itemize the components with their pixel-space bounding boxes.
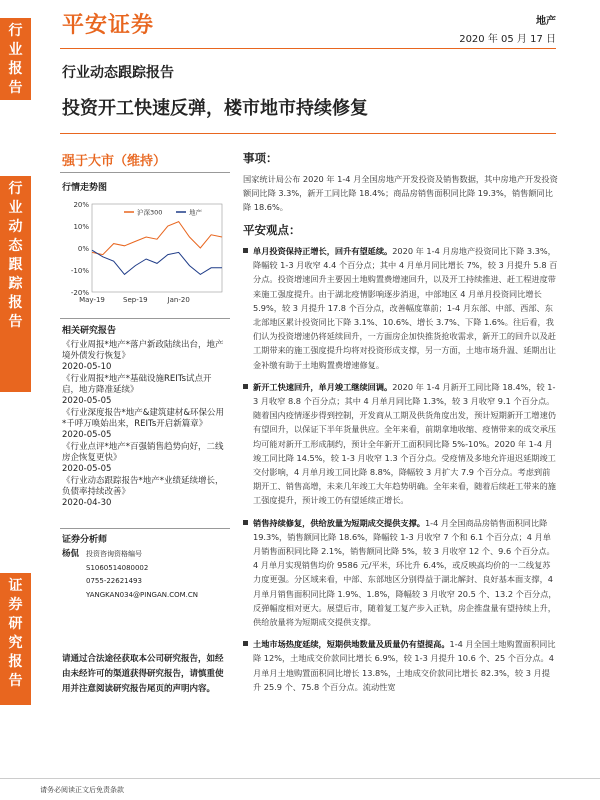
viewpoint-bullet-lead: 土地市场热度延续，短期供地数量及质量仍有望提高。 (253, 639, 450, 650)
related-report-date: 2020-05-10 (62, 362, 112, 372)
series-line-1 (92, 250, 222, 274)
y-tick-label: 0% (77, 245, 89, 253)
side-tab-char: 行 (8, 23, 23, 39)
side-tab-char: 究 (8, 635, 23, 651)
header-divider (60, 48, 556, 49)
related-report-item[interactable] (62, 476, 224, 509)
analyst-info (62, 548, 230, 602)
analyst-role: 投资咨询资格编号 (86, 550, 142, 558)
viewpoint-bullet-text: 2020 年 1-4 月新开工同比降 18.4%，较 1-3 月收窄 8.8 个百分点；其中 4 月单月同比降 1.3%，较 3 月收窄 9.1 个百分点。随着国内疫情逐步得到控制，开发商从工期及供货角度出发，预计短期新开工增速仍有望回升，以保证下半年货量供应。全年来看，前期拿地收缩、疫情带来的成交承压均可能对新开工形成制约，预计全年新开工面积同比降 5%-10%。2020 年 1-4 月竣工同比降 14.5%，较 1-3 月收窄 1.3 个百分点。受疫情及多地允许退迟延期竣工交付影响，4 月单月竣工同比降 8.8%，降幅较 3 月扩大 7.9 个百分点。考虑到前期开工、销售高增，未来几年竣工大年趋势明确。全年来看，随着后续赶工带来的施工强度提升，预计竣工仍有望延续正增长。 (253, 381, 556, 506)
related-report-date: 2020-05-05 (62, 464, 112, 474)
report-subtitle: 行业动态跟踪报告 (62, 65, 174, 81)
side-tab-char: 业 (8, 200, 23, 216)
related-report-title: 《行业深度报告*地产&建筑建材&环保公用*千呼万唤始出来，REITs开启新篇章》 (62, 408, 225, 429)
side-tab-char: 告 (8, 673, 23, 689)
x-tick-label: May-19 (79, 296, 105, 304)
related-divider (60, 528, 230, 529)
analyst-section-label: 证券分析师 (62, 535, 108, 545)
report-title: 投资开工快速反弹，楼市地市持续修复 (62, 98, 368, 119)
viewpoint-bullet (243, 516, 558, 630)
market-trend-chart (62, 196, 230, 308)
side-tab-char: 告 (8, 80, 23, 96)
y-tick-label: 10% (73, 223, 89, 231)
rating-label: 强于大市（维持） (62, 154, 167, 169)
legend-label: 地产 (189, 208, 202, 217)
side-tab-char: 动 (8, 219, 23, 235)
footer-text: 请务必阅读正文后免责条款 (40, 786, 124, 794)
viewpoint-bullet-text: 2020 年 1-4 月房地产投资同比下降 3.3%，降幅较 1-3 月收窄 4.4 个百分点；其中 4 月单月同比增长 7%，较 3 月提升 5.8 百分点。投资增速回升主要因土地购置费增速回升，以及开工持续推进、赶工程进度带来施工强度提升。由于湖北疫情影响逐步消退，中部地区 4 月单月投资同比增长 5.9%，较 3 月提升 17.8 个百分点，改善幅度靠前；1-4 月东部、中部、西部、东北部地区累计投资同比下降 3.1%、10.6%、增长 3.7%、下降 1.6%。往后看，我们认为投资增速仍将延续回升，一方面房企加快推货抢收需求，新开工的回升以及赶工期带来的施工强度提升均将对投资形成支撑，另一方面，土地市场升温、延期出让金补缴有助于土地购置费增速修复。 (253, 246, 558, 370)
related-report-item[interactable] (62, 340, 224, 373)
chart-label: 行情走势图 (62, 183, 108, 193)
side-tab-char: 业 (8, 42, 23, 58)
side-tab-char: 踪 (8, 276, 23, 292)
related-reports-list (62, 340, 224, 510)
viewpoint-bullet-lead: 单月投资保持正增长，回升有望延续。 (253, 246, 393, 256)
side-tab-securities-research (0, 573, 31, 705)
side-tab-char: 证 (8, 578, 23, 594)
related-report-item[interactable] (62, 442, 224, 475)
side-tab-report-category (0, 176, 31, 392)
rating-divider (60, 172, 230, 173)
x-tick-label: Sep-19 (123, 296, 148, 304)
chart-divider (60, 318, 230, 319)
side-tab-char: 行 (8, 181, 23, 197)
disclaimer-text: 请通过合法途径获取本公司研究报告，如经由未经许可的渠道获得研究报告，请慎重使用并注意阅读研究报告尾页的声明内容。 (62, 654, 224, 694)
related-report-item[interactable] (62, 374, 224, 407)
viewpoint-heading: 平安观点： (243, 223, 301, 237)
title-divider (60, 133, 556, 134)
analyst-email[interactable]: YANGKAN034@PINGAN.COM.CN (86, 590, 199, 599)
side-tab-report-type (0, 18, 31, 100)
side-tab-char: 跟 (8, 257, 23, 273)
related-report-title: 《行业周报*地产*基础设施REITs试点开启，地方降准延续》 (62, 374, 212, 395)
related-reports-label: 相关研究报告 (62, 326, 117, 336)
brand-logo: 平安证券 (62, 13, 155, 38)
summary-paragraph: 国家统计局公布 2020 年 1-4 月全国房地产开发投资及销售数据，其中房地产开发投资额同比降 3.3%，新开工同比降 18.4%；商品房销售面积同比降 19.3%，销售额同比降 18.6%。 (243, 174, 558, 212)
side-tab-char: 告 (8, 314, 23, 330)
analyst-phone: 0755-22621493 (86, 577, 142, 585)
viewpoint-bullet-lead: 新开工快速回升，单月竣工继续回调。 (253, 381, 393, 392)
y-tick-label: -10% (70, 267, 89, 275)
side-tab-char: 报 (8, 654, 23, 670)
x-tick-label: Jan-20 (167, 296, 190, 304)
chart-frame (92, 204, 222, 292)
industry-label: 地产 (536, 16, 556, 27)
page-footer (0, 778, 600, 800)
viewpoint-list (243, 244, 558, 694)
related-report-title: 《行业周报*地产*落户新政陆续出台，地产境外债发行恢复》 (62, 340, 224, 361)
viewpoint-bullet-text: 1-4 月全国商品房销售面积同比降 19.3%，销售额同比降 18.6%，降幅较 1-3 月收窄 7 个和 6.1 个百分点；4 月单月销售面积同比降 2.1%，销售额同比降 5%，较 3 月收窄 12 个、9.6 个百分点。4 月单月实现销售均价 9586 元/平米，环比升 6.4%，或反映高均价的一二线复苏力度更强。分区域来看，中部、东部地区分别得益于湖北解封、良好基本面支撑，4 月单月销售面积同比降 1.9%、1.8%，降幅较 3 月收窄 20.5 个、13.2 个百分点，反弹幅度相对更大。展望后市，随着复工复产步入正轨，房企推盘量有望持续上升，供给放量将为短期成交提供支撑。 (253, 517, 557, 628)
related-report-date: 2020-05-05 (62, 396, 112, 406)
analyst-name: 杨侃 (62, 549, 80, 559)
viewpoint-bullet (243, 637, 558, 694)
side-tab-char: 态 (8, 238, 23, 254)
y-tick-label: 20% (73, 201, 89, 209)
related-report-item[interactable] (62, 408, 224, 441)
side-tab-char: 券 (8, 597, 23, 613)
related-report-date: 2020-04-30 (62, 498, 112, 508)
summary-heading: 事项： (243, 151, 278, 165)
main-content (243, 150, 558, 702)
side-tab-char: 报 (8, 61, 23, 77)
viewpoint-bullet (243, 380, 558, 508)
related-report-title: 《行业动态跟踪报告*地产*业绩延续增长，负债率持续改善》 (62, 476, 224, 497)
viewpoint-bullet-lead: 销售持续修复，供给放量为短期成交提供支撑。 (253, 517, 425, 528)
report-date: 2020 年 05 月 17 日 (459, 34, 556, 45)
y-tick-label: -20% (70, 289, 89, 297)
legend-label: 沪深300 (137, 208, 163, 217)
side-tab-char: 研 (8, 616, 23, 632)
side-tab-char: 报 (8, 295, 23, 311)
viewpoint-bullet (243, 244, 558, 372)
related-report-title: 《行业点评*地产*百强销售趋势向好，二线房企恢复更快》 (62, 442, 224, 463)
series-line-0 (92, 222, 222, 255)
viewpoint-bullet-text: 1-4 月全国土地购置面积同比降 12%，土地成交价款同比增长 6.9%，较 1-3 月提升 10.6 个、25 个百分点。4 月单月土地购置面积同比增长 13.8%，土地成交价款同比增长 82.3%，较 3 月提升 25.9 个、75.8 个百分点。流动性宽 (253, 639, 556, 692)
analyst-id: S1060514080002 (86, 563, 149, 572)
related-report-date: 2020-05-05 (62, 430, 112, 440)
